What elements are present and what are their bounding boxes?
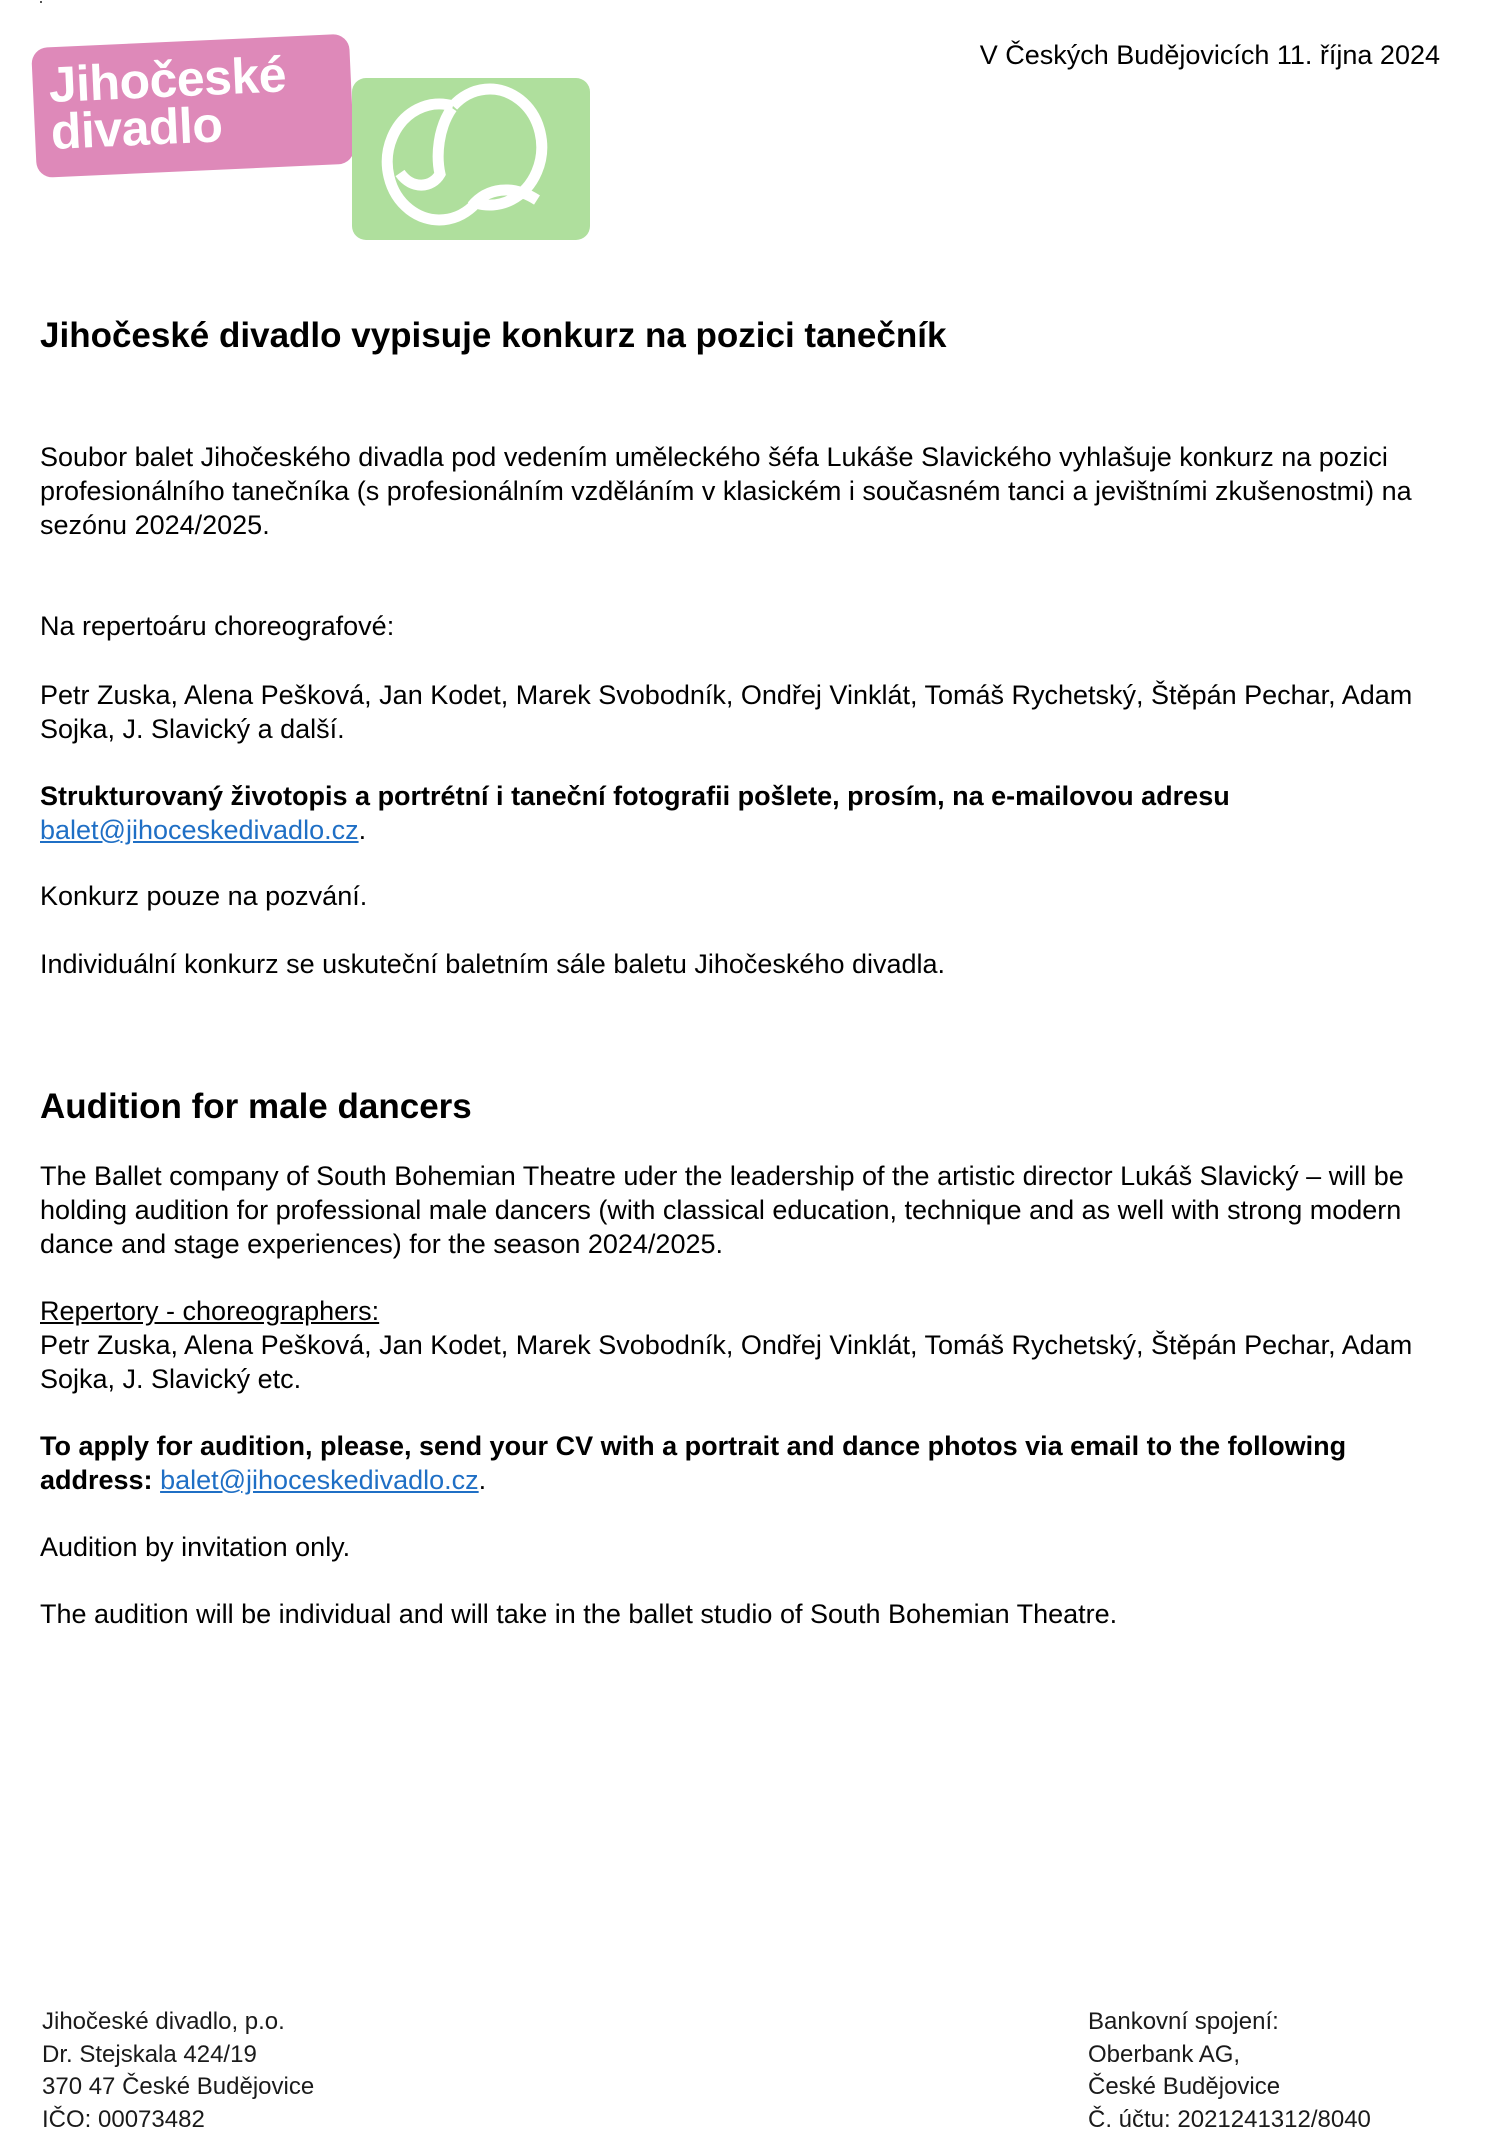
logo-green-emblem (352, 78, 590, 240)
english-email-period: . (479, 1465, 487, 1495)
footer-address (42, 2006, 314, 2136)
czech-intro-paragraph: Soubor balet Jihočeského divadla pod vedením uměleckého šéfa Lukáše Slavického vyhlašuje konkurz na pozici profesionálního tanečníka (s profesionálním vzděláním v klasickém i současném tanci a jevištními zkušenostmi) na sezónu 2024/2025. (40, 441, 1460, 542)
czech-heading: Jihočeské divadlo vypisuje konkurz na pozici tanečník (40, 316, 946, 356)
letter-date: V Českých Budějovicích 11. října 2024 (980, 40, 1440, 71)
english-apply-paragraph (40, 1430, 1460, 1498)
czech-repertoire-label: Na repertoáru choreografové: (40, 610, 1460, 644)
english-repertoire-label: Repertory - choreographers: (40, 1296, 379, 1326)
czech-choreographers-list: Petr Zuska, Alena Pešková, Jan Kodet, Marek Svobodník, Ondřej Vinklát, Tomáš Rychetský, Štěpán Pechar, Adam Sojka, J. Slavický a další. (40, 679, 1460, 747)
theatre-logo (0, 0, 620, 260)
footer-bank-details (1088, 2006, 1371, 2136)
czech-location-note: Individuální konkurz se uskuteční baletním sále baletu Jihočeského divadla. (40, 948, 1460, 982)
footer-ico: IČO: 00073482 (42, 2104, 314, 2136)
footer-bank-label: Bankovní spojení: (1088, 2006, 1371, 2039)
czech-invitation-note: Konkurz pouze na pozvání. (40, 880, 1460, 914)
footer-bank-name: Oberbank AG, (1088, 2039, 1371, 2072)
english-repertoire-block (40, 1295, 1460, 1396)
logo-line-1: Jihočeské (48, 46, 288, 113)
english-invitation-note: Audition by invitation only. (40, 1531, 1460, 1565)
english-heading: Audition for male dancers (40, 1087, 472, 1127)
english-email-link[interactable]: balet@jihoceskedivadlo.cz (160, 1465, 479, 1495)
czech-email-link[interactable]: balet@jihoceskedivadlo.cz (40, 815, 359, 845)
footer-bank-city: České Budějovice (1088, 2071, 1371, 2104)
english-location-note: The audition will be individual and will take in the ballet studio of South Bohemian Theatre. (40, 1598, 1460, 1632)
logo-line-2: divadlo (50, 96, 224, 160)
czech-apply-paragraph (40, 780, 1460, 848)
footer-street: Dr. Stejskala 424/19 (42, 2039, 314, 2072)
czech-apply-text: Strukturovaný životopis a portrétní i taneční fotografii pošlete, prosím, na e-mailovou adresu (40, 781, 1230, 811)
logo-wordmark (48, 51, 289, 156)
english-apply-text: To apply for audition, please, send your CV with a portrait and dance photos via email to the following address: (40, 1431, 1346, 1495)
footer-org-name: Jihočeské divadlo, p.o. (42, 2006, 314, 2039)
jd-monogram-icon (352, 78, 590, 240)
english-choreographers-list: Petr Zuska, Alena Pešková, Jan Kodet, Marek Svobodník, Ondřej Vinklát, Tomáš Rychetský, Štěpán Pechar, Adam Sojka, J. Slavický etc. (40, 1330, 1412, 1394)
footer-account-number: Č. účtu: 2021241312/8040 (1088, 2104, 1371, 2136)
footer-city: 370 47 České Budějovice (42, 2071, 314, 2104)
english-intro-paragraph: The Ballet company of South Bohemian Theatre uder the leadership of the artistic director Lukáš Slavický – will be holding audition for professional male dancers (with classical education, technique and as well with strong modern dance and stage experiences) for the season 2024/2025. (40, 1160, 1460, 1261)
czech-email-period: . (359, 815, 367, 845)
